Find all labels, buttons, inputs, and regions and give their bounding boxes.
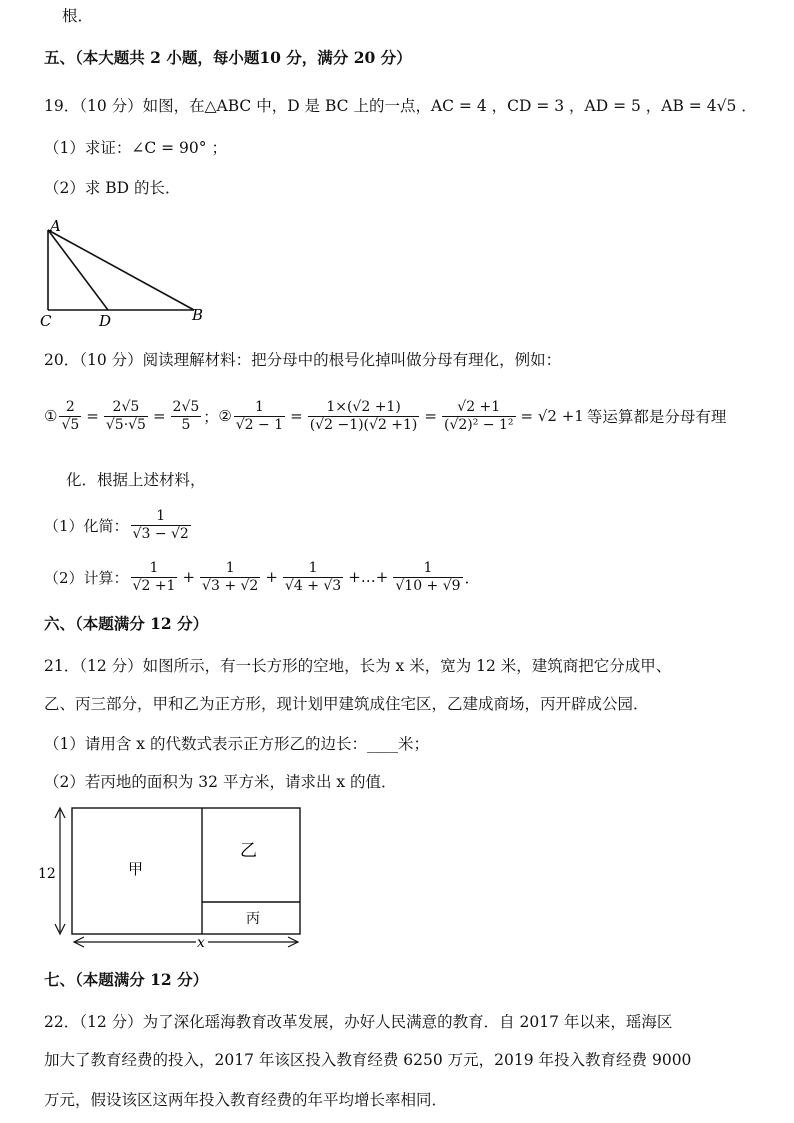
rectangle-figure — [36, 800, 316, 950]
q21-part2: （2）若丙地的面积为 32 平方米，请求出 x 的值． — [44, 773, 397, 791]
q19-stem: 19．（10 分）如图，在△ABC 中，D 是 BC 上的一点，AC = 4 ，CD = 3 ，AD = 5 ，AB = 4√5 ． — [44, 97, 757, 115]
fraction: $\frac{1}{√3 - √2}$ — [132, 507, 189, 542]
q20-part1: （1）化简： $\frac{1}{√3 - √2}$ — [44, 507, 189, 542]
q20-examples: ① $\frac{2}{√5}$ = $\frac{2√5}{√5\cdot√5}$ = $\frac{2√5}{5}$ ； ② $\frac{1}{√2 - 1}$ = $\frac{1\times(√2 +1)}{(√2 -1)(√2 +1)}$ = $\frac{√2 +1}{\text{(√2)² − 1²}}$ = √2 +1 等运算都是分母有理 — [44, 398, 727, 433]
width-label: 12 — [38, 866, 56, 882]
fraction: $\frac{1}{√2 - 1}$ — [235, 398, 284, 433]
q22-line3: 万元，假设该区这两年投入教育经费的年平均增长率相同． — [44, 1091, 448, 1109]
q19-part1: （1）求证：∠C = 90° ； — [44, 139, 227, 157]
section-6-header: 六、（本题满分 12 分） — [44, 614, 209, 633]
q19-part2: （2）求 BD 的长． — [44, 179, 181, 197]
fraction: $\frac{2√5}{√5\cdot√5}$ — [105, 398, 146, 433]
q22-line1: 22．（12 分）为了深化瑶海教育改革发展，办好人民满意的教育．自 2017 年以来，瑶海区 — [44, 1013, 673, 1031]
vertex-label-d: D — [99, 312, 112, 330]
q21-line1: 21．（12 分）如图所示，有一长方形的空地，长为 x 米，宽为 12 米，建筑商把它分成甲、 — [44, 657, 672, 675]
q22-line2: 加大了教育经费的投入，2017 年该区投入教育经费 6250 万元，2019 年投入教育经费 9000 — [44, 1051, 692, 1069]
triangle-figure — [36, 218, 216, 330]
q20-part2: （2）计算： $\frac{1}{√2 +1}$ + $\frac{1}{√3 + √2}$ + $\frac{1}{√4 + √3}$ +…+ $\frac{1}{√10 + √9}$ ． — [44, 559, 480, 594]
fraction: $\frac{1}{√3 + √2}$ — [202, 559, 259, 594]
section-7-header: 七、（本题满分 12 分） — [44, 970, 209, 989]
vertex-label-a: A — [50, 218, 61, 235]
example1-marker: ① — [44, 407, 58, 425]
fraction: $\frac{1\times(√2 +1)}{(√2 -1)(√2 +1)}$ — [309, 398, 418, 433]
top-fragment: 根． — [62, 7, 94, 25]
length-label: x — [197, 935, 205, 950]
fraction: $\frac{2}{√5}$ — [61, 398, 80, 433]
fraction: $\frac{2√5}{5}$ — [172, 398, 200, 433]
fraction: $\frac{1}{√10 + √9}$ — [395, 559, 461, 594]
q21-line2: 乙、丙三部分，甲和乙为正方形，现计划甲建筑成住宅区，乙建成商场，丙开辟成公园． — [44, 695, 649, 713]
q20-continuation: 化．根据上述材料， — [66, 471, 206, 489]
region-jia-label: 甲 — [128, 860, 144, 878]
fraction: $\frac{1}{√2 +1}$ — [132, 559, 176, 594]
region-yi-label: 乙 — [240, 841, 257, 861]
vertex-label-b: B — [192, 306, 204, 324]
section-5-header: 五、（本大题共 2 小题，每小题10 分，满分 20 分） — [44, 48, 412, 67]
example2-marker: ② — [218, 407, 232, 425]
q21-part1: （1）请用含 x 的代数式表示正方形乙的边长：____米； — [44, 735, 429, 753]
fraction: $\frac{√2 +1}{\text{(√2)² − 1²}}$ — [443, 398, 514, 433]
region-bing-label: 丙 — [246, 911, 260, 927]
vertex-label-c: C — [40, 312, 52, 330]
q20-stem: 20．（10 分）阅读理解材料：把分母中的根号化掉叫做分母有理化，例如： — [44, 351, 562, 369]
fraction: $\frac{1}{√4 + √3}$ — [284, 559, 342, 594]
q20-tail-text: 等运算都是分母有理 — [586, 408, 727, 426]
